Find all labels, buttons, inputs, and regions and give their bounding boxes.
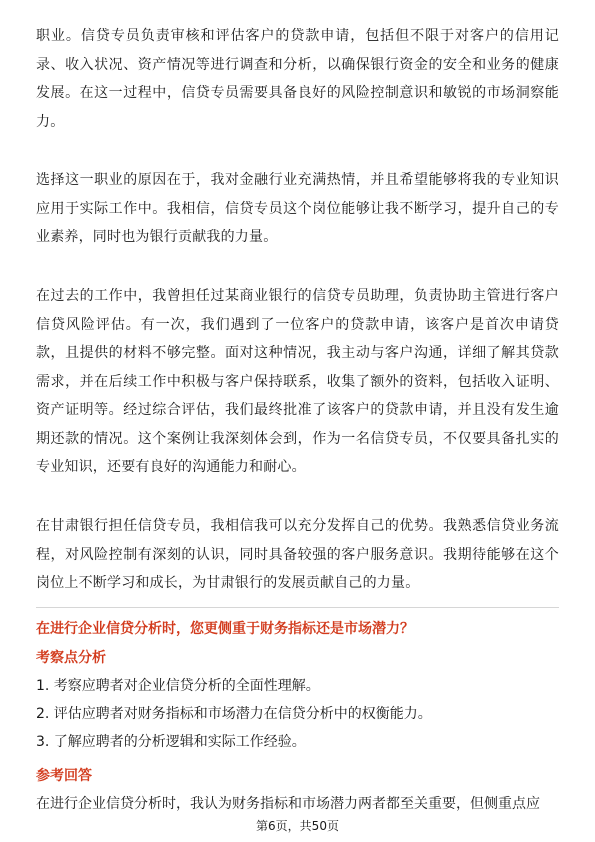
analysis-heading: 考察点分析: [36, 650, 106, 666]
analysis-item: 2. 评估应聘者对财务指标和市场潜力在信贷分析中的权衡能力。: [36, 706, 432, 722]
paragraph-bank-expectation: 在甘肃银行担任信贷专员，我相信我可以充分发挥自己的优势。我熟悉信贷业务流程，对风险控制有深刻的认识，同时具备较强的客户服务意识。我期待能够在这个岗位上不断学习和成长，为甘肃银行的发展贡献自己的力量。: [36, 518, 559, 591]
analysis-item: 1. 考察应聘者对企业信贷分析的全面性理解。: [36, 678, 320, 694]
paragraph-work-experience: 在过去的工作中，我曾担任过某商业银行的信贷专员助理，负责协助主管进行客户信贷风险评估。有一次，我们遇到了一位客户的贷款申请，该客户是首次申请贷款，且提供的材料不够完整。面对这种情况，我主动与客户沟通，详细了解其贷款需求，并在后续工作中积极与客户保持联系，收集了额外的资料，包括收入证明、资产证明等。经过综合评估，我们最终批准了该客户的贷款申请，并且没有发生逾期还款的情况。这个案例让我深刻体会到，作为一名信贷专员，不仅要具备扎实的专业知识，还要有良好的沟通能力和耐心。: [36, 288, 559, 475]
page-number-footer: 第6页，共50页: [256, 819, 339, 833]
interview-question: 在进行企业信贷分析时，您更侧重于财务指标还是市场潜力？: [36, 621, 414, 637]
paragraph-career-reason: 选择这一职业的原因在于，我对金融行业充满热情，并且希望能够将我的专业知识应用于实际工作中。我相信，信贷专员这个岗位能够让我不断学习，提升自己的专业素养，同时也为银行贡献我的力量。: [36, 172, 559, 245]
answer-text: 在进行企业信贷分析时，我认为财务指标和市场潜力两者都至关重要，但侧重点应: [36, 796, 540, 812]
section-divider: [36, 607, 559, 608]
answer-heading: 参考回答: [36, 768, 92, 784]
paragraph-career-description: 职业。信贷专员负责审核和评估客户的贷款申请，包括但不限于对客户的信用记录、收入状况、资产情况等进行调查和分析，以确保银行资金的安全和业务的健康发展。在这一过程中，信贷专员需要具备良好的风险控制意识和敏锐的市场洞察能力。: [36, 28, 559, 130]
analysis-item: 3. 了解应聘者的分析逻辑和实际工作经验。: [36, 734, 306, 750]
